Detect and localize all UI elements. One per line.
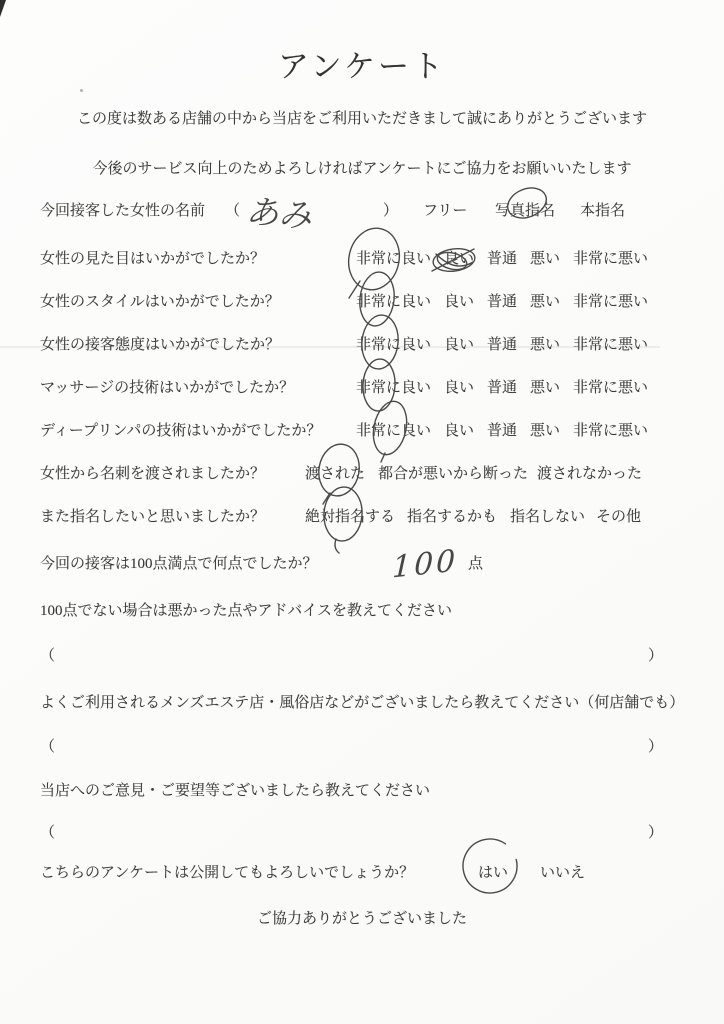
question-label: 女性から名刺を渡されましたか？ bbox=[40, 466, 266, 482]
option-photo-nomination: 写真指名 bbox=[495, 203, 556, 219]
option-bad: 悪い bbox=[530, 380, 561, 396]
feedback-prompt: 当店へのご意見・ご要望等ございましたら教えてください bbox=[40, 783, 431, 799]
option-yes: はい bbox=[478, 865, 509, 881]
option-very-bad: 非常に悪い bbox=[573, 423, 649, 439]
question-label: 今回の接客は100点満点で何点でしたか？ bbox=[40, 556, 318, 572]
option-very-good: 非常に良い bbox=[356, 294, 432, 310]
answer-close-paren: ） bbox=[648, 648, 664, 664]
option-no: いいえ bbox=[540, 865, 586, 881]
option-not-received: 渡されなかった bbox=[537, 466, 643, 482]
option-good: 良い bbox=[444, 251, 475, 267]
closing-message: ご協力ありがとうございました bbox=[256, 911, 467, 927]
option-very-good: 非常に良い bbox=[356, 380, 432, 396]
question-label: こちらのアンケートは公開してもよろしいでしょうか？ bbox=[40, 865, 415, 881]
question-label: 女性の見た目はいかがでしたか？ bbox=[40, 251, 266, 267]
question-label: ディープリンパの技術はいかがでしたか？ bbox=[40, 423, 322, 439]
advice-prompt: 100点でない場合は悪かった点やアドバイスを教えてください bbox=[40, 603, 453, 619]
answer-open-paren: （ bbox=[40, 739, 56, 755]
score-unit: 点 bbox=[468, 556, 484, 572]
option-good: 良い bbox=[444, 337, 475, 353]
question-label: 女性のスタイルはいかがでしたか？ bbox=[40, 294, 280, 310]
scan-artifact-corner bbox=[0, 0, 6, 17]
option-very-bad: 非常に悪い bbox=[573, 380, 649, 396]
option-very-good: 非常に良い bbox=[356, 423, 432, 439]
question-label: また指名したいと思いましたか？ bbox=[40, 509, 266, 525]
answer-open-paren: （ bbox=[40, 825, 56, 841]
option-good: 良い bbox=[444, 423, 475, 439]
survey-title: アンケート bbox=[277, 49, 447, 84]
answer-close-paren: ） bbox=[648, 825, 664, 841]
option-bad: 悪い bbox=[530, 423, 561, 439]
staff-name-label: 今回接客した女性の名前 bbox=[40, 203, 206, 219]
option-very-bad: 非常に悪い bbox=[573, 294, 649, 310]
answer-close-paren: ） bbox=[648, 739, 664, 755]
close-paren: ） bbox=[383, 203, 399, 219]
option-bad: 悪い bbox=[530, 337, 561, 353]
option-normal: 普通 bbox=[487, 251, 518, 267]
handwritten-staff-name: あみ bbox=[244, 191, 314, 236]
option-normal: 普通 bbox=[487, 337, 518, 353]
option-very-good: 非常に良い bbox=[356, 337, 432, 353]
scan-artifact-dot bbox=[80, 89, 83, 92]
option-other: その他 bbox=[596, 509, 642, 525]
question-label: マッサージの技術はいかがでしたか？ bbox=[40, 380, 295, 396]
option-very-good: 非常に良い bbox=[356, 251, 432, 267]
open-paren: （ bbox=[225, 203, 241, 219]
option-very-bad: 非常に悪い bbox=[573, 251, 649, 267]
option-regular-nomination: 本指名 bbox=[580, 203, 626, 219]
option-bad: 悪い bbox=[530, 251, 561, 267]
option-normal: 普通 bbox=[487, 294, 518, 310]
intro-line-2: 今後のサービス向上のためよろしければアンケートにご協力をお願いいたします bbox=[92, 161, 632, 177]
answer-open-paren: （ bbox=[40, 648, 56, 664]
option-very-bad: 非常に悪い bbox=[573, 337, 649, 353]
option-free: フリー bbox=[423, 203, 468, 219]
other-shops-prompt: よくご利用されるメンズエステ店・風俗店などがございましたら教えてください（何店舗でも） bbox=[40, 695, 685, 711]
intro-line-1: この度は数ある店舗の中から当店をご利用いただきまして誠にありがとうございます bbox=[76, 111, 647, 127]
option-good: 良い bbox=[444, 294, 475, 310]
option-bad: 悪い bbox=[530, 294, 561, 310]
option-received: 渡された bbox=[305, 466, 366, 482]
handwritten-score: 100 bbox=[391, 543, 459, 586]
question-label: 女性の接客態度はいかがでしたか？ bbox=[40, 337, 281, 353]
option-no-nominate: 指名しない bbox=[510, 509, 586, 525]
option-good: 良い bbox=[444, 380, 475, 396]
option-declined: 都合が悪いから断った bbox=[378, 466, 529, 482]
option-normal: 普通 bbox=[487, 423, 518, 439]
option-maybe-nominate: 指名するかも bbox=[407, 509, 498, 525]
option-definitely-nominate: 絶対指名する bbox=[305, 509, 396, 525]
option-normal: 普通 bbox=[487, 380, 518, 396]
